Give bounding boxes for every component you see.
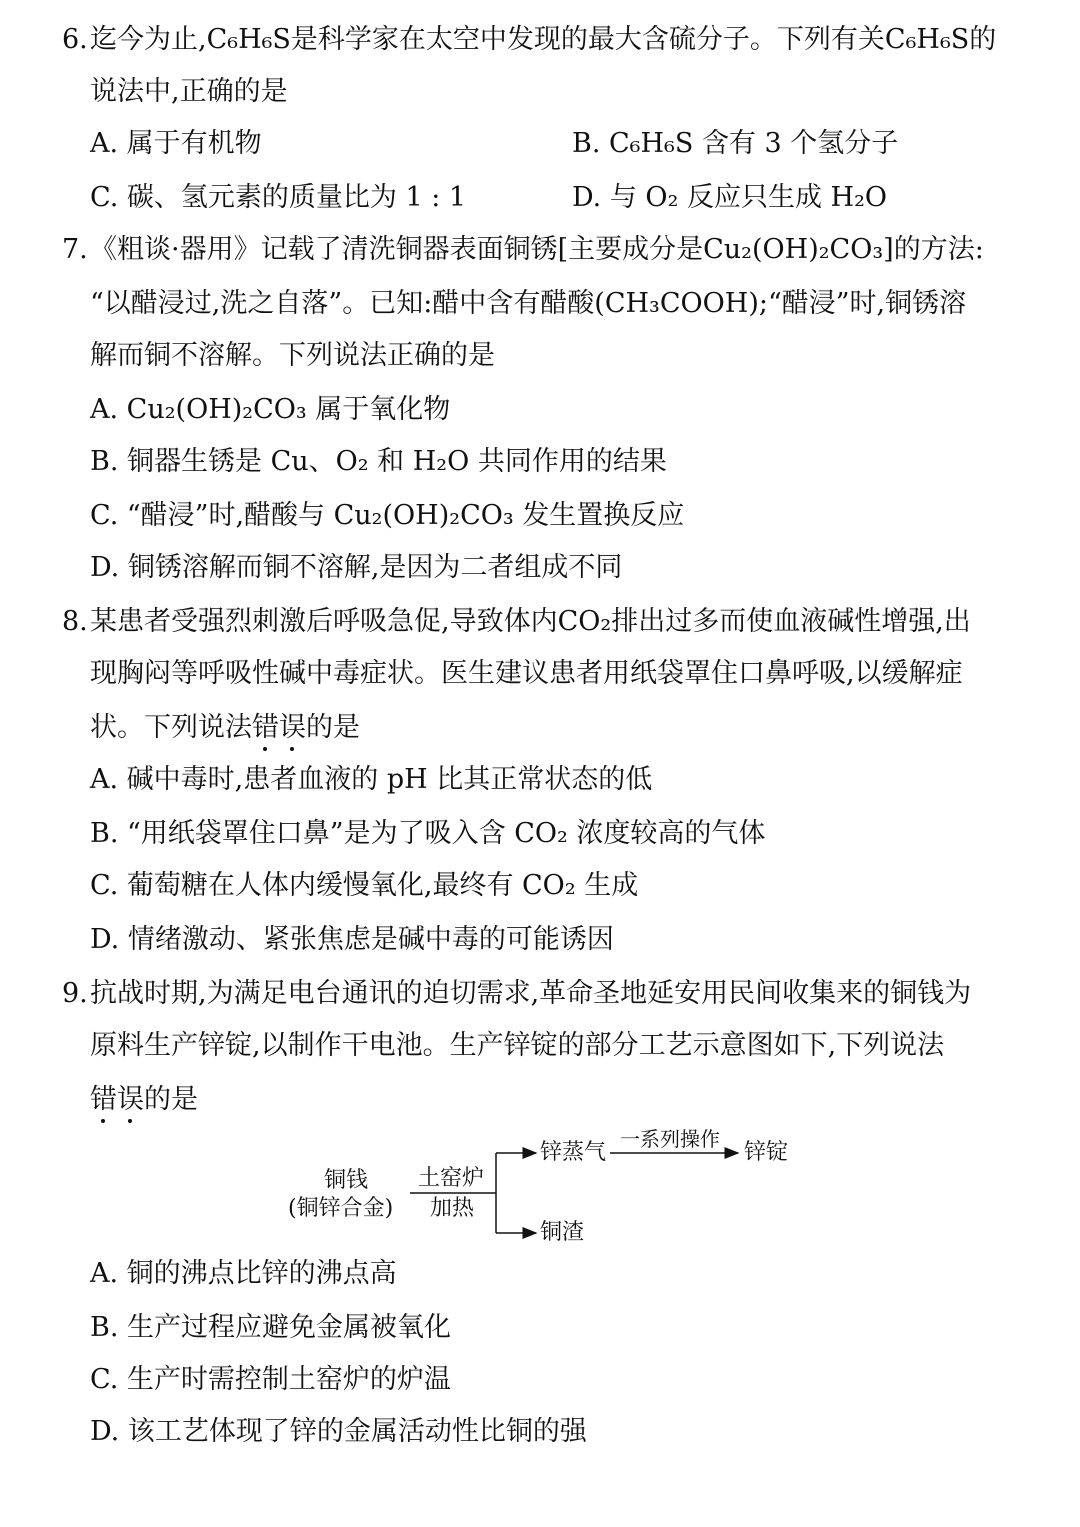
option-b: B. 铜器生锈是 Cu、O₂ 和 H₂O 共同作用的结果 (90, 446, 667, 477)
option-c: C. “醋浸”时,醋酸与 Cu₂(OH)₂CO₃ 发生置换反应 (90, 500, 685, 531)
option-a: A. 属于有机物 (90, 128, 262, 159)
stem-text: 状。下列说法 (90, 712, 252, 743)
question-number: 9. (62, 978, 88, 1009)
question-number: 6. (62, 24, 88, 55)
question-stem-line: 现胸闷等呼吸性碱中毒症状。医生建议患者用纸袋罩住口鼻呼吸,以缓解症 (90, 658, 963, 689)
question-number: 7. (62, 234, 88, 265)
process-step-label: 一系列操作 (620, 1127, 720, 1151)
question-stem-line: 《粗谈·器用》记载了清洗铜器表面铜锈[主要成分是Cu₂(OH)₂CO₃]的方法: (90, 234, 984, 265)
condition-heating: 加热 (430, 1196, 475, 1221)
input-composition: (铜锌合金) (288, 1196, 394, 1221)
input-name: 铜钱 (324, 1168, 369, 1193)
stem-text: 的是 (306, 712, 360, 743)
emphasized-word: 错误 (252, 712, 306, 743)
option-c: C. 生产时需控制土窑炉的炉温 (90, 1364, 451, 1395)
option-b: B. C₆H₆S 含有 3 个氢分子 (572, 128, 899, 159)
option-d: D. 与 O₂ 反应只生成 H₂O (572, 182, 888, 213)
question-stem-line: 说法中,正确的是 (90, 76, 288, 107)
question-stem-line: 抗战时期,为满足电台通讯的迫切需求,革命圣地延安用民间收集来的铜钱为 (90, 978, 972, 1009)
question-number: 8. (62, 606, 88, 637)
question-stem-line: 某患者受强烈刺激后呼吸急促,导致体内CO₂排出过多而使血液碱性增强,出 (90, 606, 971, 637)
question-stem-line: 原料生产锌锭,以制作干电池。生产锌锭的部分工艺示意图如下,下列说法 (90, 1030, 945, 1061)
option-d: D. 情绪激动、紧张焦虑是碱中毒的可能诱因 (90, 924, 614, 955)
option-b: B. “用纸袋罩住口鼻”是为了吸入含 CO₂ 浓度较高的气体 (90, 818, 766, 849)
option-a: A. Cu₂(OH)₂CO₃ 属于氧化物 (90, 394, 451, 425)
question-stem-line: “以醋浸过,洗之自落”。已知:醋中含有醋酸(CH₃COOH);“醋浸”时,铜锈溶 (90, 288, 967, 319)
option-b: B. 生产过程应避免金属被氧化 (90, 1312, 452, 1343)
copper-residue-label: 铜渣 (540, 1220, 585, 1245)
option-d: D. 该工艺体现了锌的金属活动性比铜的强 (90, 1416, 587, 1447)
question-stem-line: 迄今为止,C₆H₆S是科学家在太空中发现的最大含硫分子。下列有关C₆H₆S的 (90, 24, 997, 55)
condition-furnace: 土窑炉 (418, 1166, 485, 1191)
option-c: C. 葡萄糖在人体内缓慢氧化,最终有 CO₂ 生成 (90, 870, 639, 901)
zinc-ingot-label: 锌锭 (744, 1140, 789, 1165)
option-a: A. 碱中毒时,患者血液的 pH 比其正常状态的低 (90, 764, 653, 795)
question-stem-line: 解而铜不溶解。下列说法正确的是 (90, 340, 495, 371)
zinc-vapor-label: 锌蒸气 (540, 1140, 607, 1165)
option-a: A. 铜的沸点比锌的沸点高 (90, 1258, 397, 1289)
option-c: C. 碳、氢元素的质量比为 1 : 1 (90, 182, 467, 213)
option-d: D. 铜锈溶解而铜不溶解,是因为二者组成不同 (90, 552, 623, 583)
emphasized-word: 错误 (90, 1084, 144, 1115)
stem-text: 的是 (144, 1084, 198, 1115)
